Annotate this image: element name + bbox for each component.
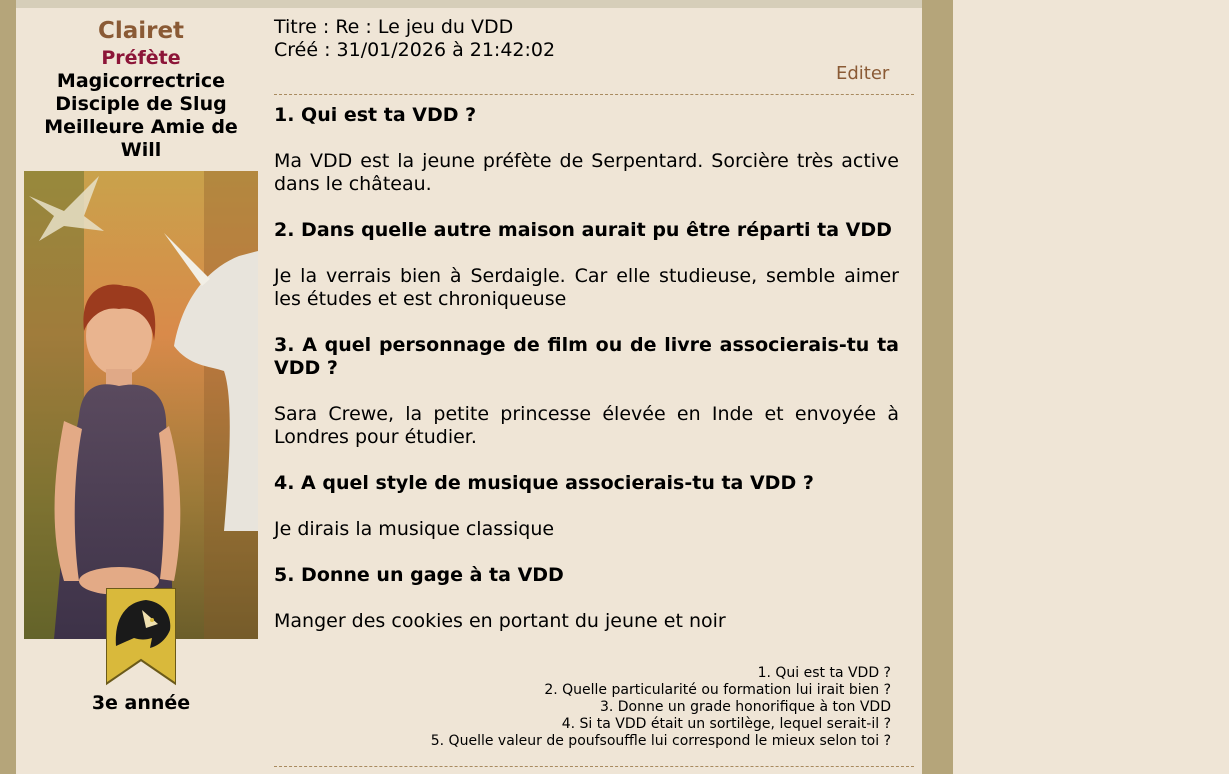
answer: Ma VDD est la jeune préfète de Serpentard. Sorcière très active dans le château. — [274, 150, 899, 195]
frame-right — [922, 0, 953, 774]
answer: Sara Crewe, la petite princesse élevée en Inde et envoyée à Londres pour étudier. — [274, 403, 899, 448]
page-background — [953, 0, 1229, 774]
signature-line: 2. Quelle particularité ou formation lui irait bien ? — [544, 682, 891, 698]
edit-link[interactable]: Editer — [836, 63, 890, 84]
post-title: Titre : Re : Le jeu du VDD — [274, 16, 514, 38]
signature — [331, 665, 891, 750]
answer: Je dirais la musique classique — [274, 518, 555, 540]
question: 5. Donne un gage à ta VDD — [274, 564, 564, 586]
question: 1. Qui est ta VDD ? — [274, 104, 477, 126]
author-year: 3e année — [91, 692, 191, 714]
post-date: Créé : 31/01/2026 à 21:42:02 — [274, 39, 556, 61]
question: 3. A quel personnage de film ou de livre associerais-tu ta VDD ? — [274, 334, 899, 379]
divider — [274, 766, 914, 767]
divider — [274, 94, 914, 95]
frame-left — [0, 0, 16, 774]
author-role: Préfète — [101, 47, 181, 69]
signature-line: 3. Donne un grade honorifique à ton VDD — [599, 699, 891, 715]
badger-banner-icon — [106, 588, 176, 686]
answer: Je la verrais bien à Serdaigle. Car elle studieuse, semble aimer les études et est chroniqueuse — [274, 265, 899, 310]
avatar — [24, 171, 258, 639]
signature-line: 4. Si ta VDD était un sortilège, lequel serait-il ? — [561, 716, 891, 732]
frame-top — [16, 0, 922, 8]
forum-post — [16, 8, 922, 774]
author-title: Meilleure Amie de Will — [44, 116, 238, 161]
signature-line: 5. Quelle valeur de poufsouffle lui correspond le mieux selon toi ? — [430, 733, 891, 749]
post-header — [274, 16, 555, 62]
author-name[interactable]: Clairet — [97, 18, 185, 44]
question: 2. Dans quelle autre maison aurait pu être réparti ta VDD — [274, 219, 892, 241]
author-title: Magicorrectrice — [56, 70, 226, 92]
question: 4. A quel style de musique associerais-tu ta VDD ? — [274, 472, 814, 494]
signature-line: 1. Qui est ta VDD ? — [757, 665, 891, 681]
answer: Manger des cookies en portant du jeune et noir — [274, 610, 726, 632]
author-panel — [24, 16, 258, 162]
post-body — [274, 104, 899, 656]
author-title: Disciple de Slug — [55, 93, 227, 115]
